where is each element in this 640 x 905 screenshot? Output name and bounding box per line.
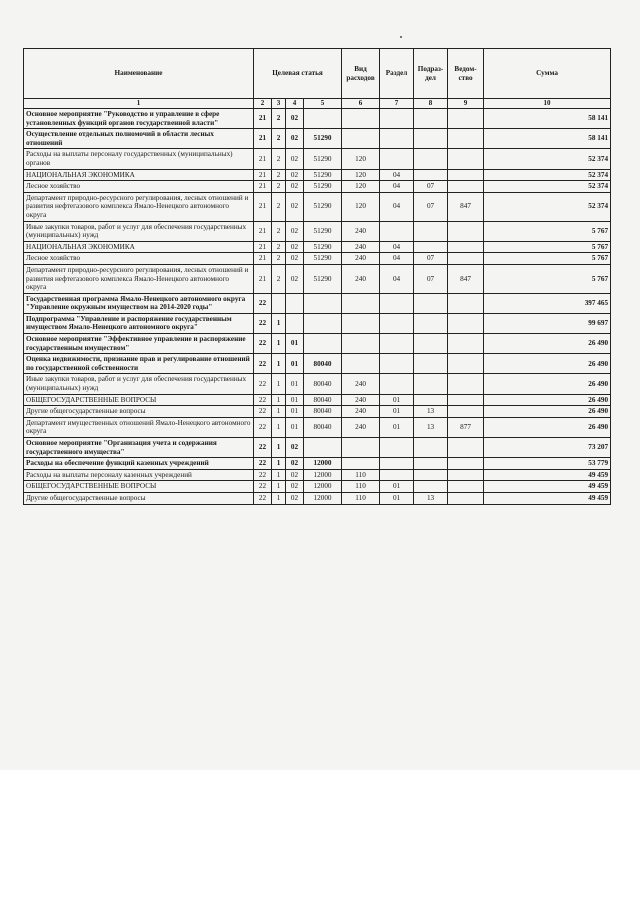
target-code-1: 21 xyxy=(254,253,272,265)
row-name: НАЦИОНАЛЬНАЯ ЭКОНОМИКА xyxy=(24,241,254,253)
blank-area xyxy=(0,770,640,905)
expense-type-code xyxy=(342,354,380,374)
expense-type-code: 240 xyxy=(342,374,380,394)
table-row xyxy=(24,394,611,406)
target-code-3: 01 xyxy=(286,334,304,354)
section-code: 01 xyxy=(380,481,414,493)
target-code-3: 01 xyxy=(286,417,304,437)
target-code-3: 01 xyxy=(286,406,304,418)
target-code-2: 2 xyxy=(272,149,286,169)
section-code xyxy=(380,221,414,241)
target-code-1: 22 xyxy=(254,374,272,394)
table-row xyxy=(24,354,611,374)
subsection-code xyxy=(414,313,448,333)
target-code-4: 80040 xyxy=(304,417,342,437)
department-code xyxy=(448,221,484,241)
target-code-4: 12000 xyxy=(304,492,342,504)
row-name: Оценка недвижимости, признание прав и регулирование отношений по государственной собственности xyxy=(24,354,254,374)
section-code xyxy=(380,438,414,458)
expense-type-code xyxy=(342,334,380,354)
target-code-3: 01 xyxy=(286,394,304,406)
target-code-2: 2 xyxy=(272,192,286,221)
table-row xyxy=(24,149,611,169)
section-code: 04 xyxy=(380,181,414,193)
target-code-3: 01 xyxy=(286,374,304,394)
section-code xyxy=(380,109,414,129)
target-code-2: 2 xyxy=(272,129,286,149)
section-code xyxy=(380,149,414,169)
target-code-3: 02 xyxy=(286,181,304,193)
target-code-3: 02 xyxy=(286,481,304,493)
expense-type-code xyxy=(342,458,380,470)
department-code xyxy=(448,374,484,394)
target-code-1: 21 xyxy=(254,264,272,293)
subsection-code xyxy=(414,458,448,470)
expense-type-code: 240 xyxy=(342,417,380,437)
table-row xyxy=(24,109,611,129)
target-code-3: 02 xyxy=(286,438,304,458)
header-row xyxy=(24,49,611,99)
row-sum: 5 767 xyxy=(484,221,611,241)
target-code-2 xyxy=(272,293,286,313)
section-code: 04 xyxy=(380,253,414,265)
target-code-2: 2 xyxy=(272,241,286,253)
row-name: Иные закупки товаров, работ и услуг для обеспечения государственных (муниципальных) нужд xyxy=(24,221,254,241)
subsection-code xyxy=(414,354,448,374)
department-code xyxy=(448,492,484,504)
table-row xyxy=(24,458,611,470)
target-code-4 xyxy=(304,438,342,458)
department-code xyxy=(448,109,484,129)
target-code-1: 22 xyxy=(254,406,272,418)
row-name: Государственная программа Ямало-Ненецкого автономного округа "Управление окружным имуществом на 2014-2020 годы" xyxy=(24,293,254,313)
header-department: Ведом-ство xyxy=(448,49,484,99)
row-name: Основное мероприятие "Руководство и управление в сфере установленных функций органов государственной власти" xyxy=(24,109,254,129)
row-sum: 52 374 xyxy=(484,181,611,193)
row-name: Лесное хозяйство xyxy=(24,253,254,265)
subsection-code: 07 xyxy=(414,264,448,293)
department-code xyxy=(448,149,484,169)
target-code-4 xyxy=(304,109,342,129)
section-code: 04 xyxy=(380,264,414,293)
target-code-1: 21 xyxy=(254,221,272,241)
target-code-3: 01 xyxy=(286,354,304,374)
target-code-4: 51290 xyxy=(304,149,342,169)
expense-type-code xyxy=(342,109,380,129)
row-name: Расходы на обеспечение функций казенных учреждений xyxy=(24,458,254,470)
row-sum: 5 767 xyxy=(484,241,611,253)
section-code: 01 xyxy=(380,417,414,437)
row-name: Лесное хозяйство xyxy=(24,181,254,193)
section-code xyxy=(380,129,414,149)
target-code-3 xyxy=(286,313,304,333)
target-code-3: 02 xyxy=(286,129,304,149)
table-row xyxy=(24,293,611,313)
target-code-4: 51290 xyxy=(304,221,342,241)
row-sum: 58 141 xyxy=(484,109,611,129)
table-row xyxy=(24,438,611,458)
target-code-1: 22 xyxy=(254,354,272,374)
target-code-2: 1 xyxy=(272,406,286,418)
row-name: Департамент имущественных отношений Ямало-Ненецкого автономного округа xyxy=(24,417,254,437)
row-sum: 49 459 xyxy=(484,492,611,504)
header-target: Целевая статья xyxy=(254,49,342,99)
target-code-4: 51290 xyxy=(304,169,342,181)
row-sum: 26 490 xyxy=(484,354,611,374)
department-code xyxy=(448,241,484,253)
subsection-code: 13 xyxy=(414,406,448,418)
department-code xyxy=(448,458,484,470)
target-code-3: 02 xyxy=(286,221,304,241)
target-code-1: 22 xyxy=(254,313,272,333)
expense-type-code: 240 xyxy=(342,221,380,241)
row-sum: 26 490 xyxy=(484,334,611,354)
row-name: ОБЩЕГОСУДАРСТВЕННЫЕ ВОПРОСЫ xyxy=(24,394,254,406)
target-code-2: 1 xyxy=(272,334,286,354)
row-sum: 52 374 xyxy=(484,169,611,181)
column-number: 2 xyxy=(254,99,272,109)
subsection-code: 13 xyxy=(414,492,448,504)
department-code xyxy=(448,253,484,265)
header-name: Наименование xyxy=(24,49,254,99)
table-row xyxy=(24,481,611,493)
target-code-3: 02 xyxy=(286,264,304,293)
department-code xyxy=(448,129,484,149)
section-code xyxy=(380,313,414,333)
target-code-2: 2 xyxy=(272,221,286,241)
table-row xyxy=(24,129,611,149)
subsection-code xyxy=(414,149,448,169)
expense-type-code: 110 xyxy=(342,481,380,493)
target-code-4 xyxy=(304,334,342,354)
row-sum: 26 490 xyxy=(484,417,611,437)
target-code-4 xyxy=(304,313,342,333)
department-code xyxy=(448,313,484,333)
target-code-2: 1 xyxy=(272,492,286,504)
target-code-3: 02 xyxy=(286,492,304,504)
expense-type-code: 120 xyxy=(342,192,380,221)
section-code: 04 xyxy=(380,192,414,221)
table-row xyxy=(24,253,611,265)
subsection-code xyxy=(414,374,448,394)
subsection-code: 13 xyxy=(414,417,448,437)
subsection-code xyxy=(414,241,448,253)
header-expense-type: Вид расходов xyxy=(342,49,380,99)
target-code-3: 02 xyxy=(286,241,304,253)
scan-speck xyxy=(400,36,402,38)
header-sum: Сумма xyxy=(484,49,611,99)
department-code: 877 xyxy=(448,417,484,437)
target-code-4: 51290 xyxy=(304,264,342,293)
target-code-2: 1 xyxy=(272,481,286,493)
row-sum: 52 374 xyxy=(484,192,611,221)
row-sum: 99 697 xyxy=(484,313,611,333)
row-sum: 52 374 xyxy=(484,149,611,169)
column-number-row xyxy=(24,99,611,109)
target-code-1: 21 xyxy=(254,181,272,193)
row-sum: 26 490 xyxy=(484,394,611,406)
target-code-1: 21 xyxy=(254,241,272,253)
section-code: 01 xyxy=(380,406,414,418)
expense-type-code: 240 xyxy=(342,253,380,265)
expense-type-code: 240 xyxy=(342,394,380,406)
row-sum: 5 767 xyxy=(484,264,611,293)
row-name: Основное мероприятие "Организация учета и содержания государственного имущества" xyxy=(24,438,254,458)
header-section: Раздел xyxy=(380,49,414,99)
target-code-1: 22 xyxy=(254,417,272,437)
target-code-2: 2 xyxy=(272,264,286,293)
target-code-1: 21 xyxy=(254,192,272,221)
target-code-2: 2 xyxy=(272,181,286,193)
target-code-2: 2 xyxy=(272,169,286,181)
target-code-2: 1 xyxy=(272,469,286,481)
target-code-2: 2 xyxy=(272,109,286,129)
target-code-4: 12000 xyxy=(304,458,342,470)
column-number: 10 xyxy=(484,99,611,109)
department-code xyxy=(448,394,484,406)
row-name: Осуществление отдельных полномочий в области лесных отношений xyxy=(24,129,254,149)
table-row xyxy=(24,181,611,193)
department-code xyxy=(448,438,484,458)
row-name: Другие общегосударственные вопросы xyxy=(24,492,254,504)
target-code-1: 21 xyxy=(254,169,272,181)
target-code-1: 21 xyxy=(254,149,272,169)
target-code-4: 80040 xyxy=(304,354,342,374)
row-sum: 26 490 xyxy=(484,406,611,418)
subsection-code xyxy=(414,481,448,493)
target-code-4: 51290 xyxy=(304,129,342,149)
row-sum: 5 767 xyxy=(484,253,611,265)
target-code-4 xyxy=(304,293,342,313)
table-row xyxy=(24,221,611,241)
target-code-4: 51290 xyxy=(304,253,342,265)
target-code-4: 80040 xyxy=(304,394,342,406)
target-code-3: 02 xyxy=(286,169,304,181)
subsection-code xyxy=(414,293,448,313)
table-row xyxy=(24,313,611,333)
expense-type-code xyxy=(342,438,380,458)
target-code-1: 22 xyxy=(254,469,272,481)
row-name: Иные закупки товаров, работ и услуг для обеспечения государственных (муниципальных) нужд xyxy=(24,374,254,394)
target-code-1: 22 xyxy=(254,438,272,458)
target-code-1: 22 xyxy=(254,492,272,504)
department-code xyxy=(448,181,484,193)
row-name: Расходы на выплаты персоналу государственных (муниципальных) органов xyxy=(24,149,254,169)
section-code: 04 xyxy=(380,169,414,181)
department-code xyxy=(448,481,484,493)
target-code-1: 22 xyxy=(254,458,272,470)
subsection-code: 07 xyxy=(414,253,448,265)
table-row xyxy=(24,169,611,181)
row-sum: 49 459 xyxy=(484,469,611,481)
target-code-1: 21 xyxy=(254,109,272,129)
target-code-2: 1 xyxy=(272,313,286,333)
row-sum: 53 779 xyxy=(484,458,611,470)
table-row xyxy=(24,374,611,394)
section-code xyxy=(380,293,414,313)
department-code xyxy=(448,293,484,313)
target-code-4: 80040 xyxy=(304,406,342,418)
row-name: Департамент природно-ресурсного регулирования, лесных отношений и развития нефтегазового комплекса Ямало-Ненецкого автономного округа xyxy=(24,264,254,293)
expense-type-code: 240 xyxy=(342,241,380,253)
row-sum: 26 490 xyxy=(484,374,611,394)
target-code-1: 21 xyxy=(254,129,272,149)
department-code xyxy=(448,354,484,374)
target-code-2: 2 xyxy=(272,253,286,265)
target-code-3: 02 xyxy=(286,192,304,221)
target-code-4: 80040 xyxy=(304,374,342,394)
column-number: 9 xyxy=(448,99,484,109)
expense-type-code: 120 xyxy=(342,181,380,193)
target-code-2: 1 xyxy=(272,374,286,394)
expense-type-code: 120 xyxy=(342,149,380,169)
subsection-code xyxy=(414,221,448,241)
row-name: Другие общегосударственные вопросы xyxy=(24,406,254,418)
expense-type-code: 120 xyxy=(342,169,380,181)
target-code-2: 1 xyxy=(272,394,286,406)
table-row xyxy=(24,241,611,253)
expense-type-code: 110 xyxy=(342,492,380,504)
target-code-1: 22 xyxy=(254,481,272,493)
row-sum: 73 207 xyxy=(484,438,611,458)
subsection-code xyxy=(414,438,448,458)
table-row xyxy=(24,334,611,354)
expense-type-code: 110 xyxy=(342,469,380,481)
subsection-code xyxy=(414,169,448,181)
table-row xyxy=(24,192,611,221)
subsection-code xyxy=(414,334,448,354)
table-row xyxy=(24,469,611,481)
section-code: 01 xyxy=(380,394,414,406)
header-subsection: Подраз-дел xyxy=(414,49,448,99)
row-name: Основное мероприятие "Эффективное управление и распоряжение государственным имуществом" xyxy=(24,334,254,354)
expense-type-code: 240 xyxy=(342,264,380,293)
target-code-2: 1 xyxy=(272,458,286,470)
target-code-1: 22 xyxy=(254,394,272,406)
target-code-2: 1 xyxy=(272,438,286,458)
target-code-3: 02 xyxy=(286,469,304,481)
target-code-2: 1 xyxy=(272,417,286,437)
target-code-3: 02 xyxy=(286,253,304,265)
target-code-4: 51290 xyxy=(304,241,342,253)
section-code xyxy=(380,458,414,470)
expense-type-code: 240 xyxy=(342,406,380,418)
department-code xyxy=(448,469,484,481)
target-code-3: 02 xyxy=(286,458,304,470)
column-number: 3 xyxy=(272,99,286,109)
row-name: ОБЩЕГОСУДАРСТВЕННЫЕ ВОПРОСЫ xyxy=(24,481,254,493)
subsection-code: 07 xyxy=(414,181,448,193)
subsection-code: 07 xyxy=(414,192,448,221)
section-code xyxy=(380,469,414,481)
target-code-3 xyxy=(286,293,304,313)
column-number: 1 xyxy=(24,99,254,109)
section-code xyxy=(380,334,414,354)
target-code-4: 12000 xyxy=(304,481,342,493)
table-row xyxy=(24,492,611,504)
table-row xyxy=(24,264,611,293)
table-row xyxy=(24,417,611,437)
subsection-code xyxy=(414,109,448,129)
column-number: 7 xyxy=(380,99,414,109)
target-code-2: 1 xyxy=(272,354,286,374)
section-code: 01 xyxy=(380,492,414,504)
budget-table xyxy=(23,48,611,505)
column-number: 6 xyxy=(342,99,380,109)
target-code-3: 02 xyxy=(286,149,304,169)
expense-type-code xyxy=(342,293,380,313)
target-code-3: 02 xyxy=(286,109,304,129)
department-code: 847 xyxy=(448,192,484,221)
row-name: Подпрограмма "Управление и распоряжение государственным имуществом Ямало-Ненецкого автономного округа" xyxy=(24,313,254,333)
department-code xyxy=(448,334,484,354)
expense-type-code xyxy=(342,313,380,333)
target-code-1: 22 xyxy=(254,334,272,354)
section-code: 04 xyxy=(380,241,414,253)
row-sum: 49 459 xyxy=(484,481,611,493)
row-name: НАЦИОНАЛЬНАЯ ЭКОНОМИКА xyxy=(24,169,254,181)
target-code-4: 12000 xyxy=(304,469,342,481)
row-sum: 58 141 xyxy=(484,129,611,149)
target-code-4: 51290 xyxy=(304,181,342,193)
expense-type-code xyxy=(342,129,380,149)
row-sum: 397 465 xyxy=(484,293,611,313)
table-row xyxy=(24,406,611,418)
subsection-code xyxy=(414,394,448,406)
department-code xyxy=(448,406,484,418)
column-number: 8 xyxy=(414,99,448,109)
section-code xyxy=(380,374,414,394)
row-name: Департамент природно-ресурсного регулирования, лесных отношений и развития нефтегазового комплекса Ямало-Ненецкого автономного округа xyxy=(24,192,254,221)
department-code xyxy=(448,169,484,181)
column-number: 5 xyxy=(304,99,342,109)
section-code xyxy=(380,354,414,374)
target-code-4: 51290 xyxy=(304,192,342,221)
subsection-code xyxy=(414,469,448,481)
department-code: 847 xyxy=(448,264,484,293)
column-number: 4 xyxy=(286,99,304,109)
row-name: Расходы на выплаты персоналу казенных учреждений xyxy=(24,469,254,481)
subsection-code xyxy=(414,129,448,149)
target-code-1: 22 xyxy=(254,293,272,313)
